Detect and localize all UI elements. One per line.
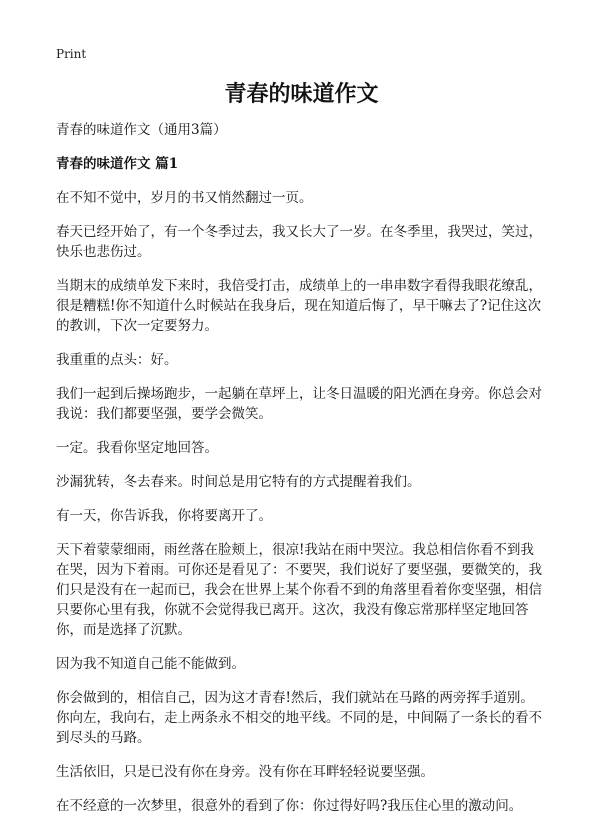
paragraph: 生活依旧，只是已没有你在身旁。没有你在耳畔轻轻说要坚强。 [56,764,434,780]
article-body [56,188,547,816]
paragraph: 在不经意的一次梦里，很意外的看到了你：你过得好吗?我压住心里的激动问。 [56,798,523,814]
paragraph: 我重重的点头：好。 [56,352,178,368]
paragraph: 在不知不觉中，岁月的书又悄然翻过一页。 [56,190,313,206]
paragraph: 天下着蒙蒙细雨，雨丝落在脸颊上，很凉!我站在雨中哭泣。我总相信你看不到我在哭，因为下着雨。可你还是看见了：不要哭，我们说好了要坚强，要微笑的，我们只是没有在一起而已，我会在世界上某个你看不到的角落里看着你变坚强，相信只要你心里有我，你就不会觉得我已离开。这次，我没有像忘常那样坚定地回答你，而是选择了沉默。 [56,542,542,638]
paragraph: 当期末的成绩单发下来时，我倍受打击，成绩单上的一串串数字看得我眼花缭乱，很是糟糕!你不知道什么时候站在我身后，现在知道后悔了，早干嘛去了?记住这次的教训，下次一定要努力。 [56,278,542,334]
paragraph: 因为我不知道自己能不能做到。 [56,656,245,672]
document-subtitle: 青春的味道作文（通用3篇） [56,122,227,138]
paragraph: 你会做到的，相信自己，因为这才青春!然后，我们就站在马路的两旁挥手道别。你向左，我向右，走上两条永不相交的地平线。不同的是，中间隔了一条长的看不到尽头的马路。 [56,690,542,746]
paragraph: 一定。我看你坚定地回答。 [56,440,218,456]
paragraph: 有一天，你告诉我，你将要离开了。 [56,508,272,524]
paragraph: 沙漏犹转，冬去春来。时间总是用它特有的方式提醒着我们。 [56,474,421,490]
page-title: 青春的味道作文 [224,82,379,107]
paragraph: 我们一起到后操场跑步，一起躺在草坪上，让冬日温暖的阳光洒在身旁。你总会对我说：我们都要坚强，要学会微笑。 [56,386,542,422]
paragraph: 春天已经开始了，有一个冬季过去，我又长大了一岁。在冬季里，我哭过，笑过，快乐也悲伤过。 [56,224,542,260]
print-link[interactable]: Print [56,47,87,61]
section-heading: 青春的味道作文 篇1 [56,156,179,172]
